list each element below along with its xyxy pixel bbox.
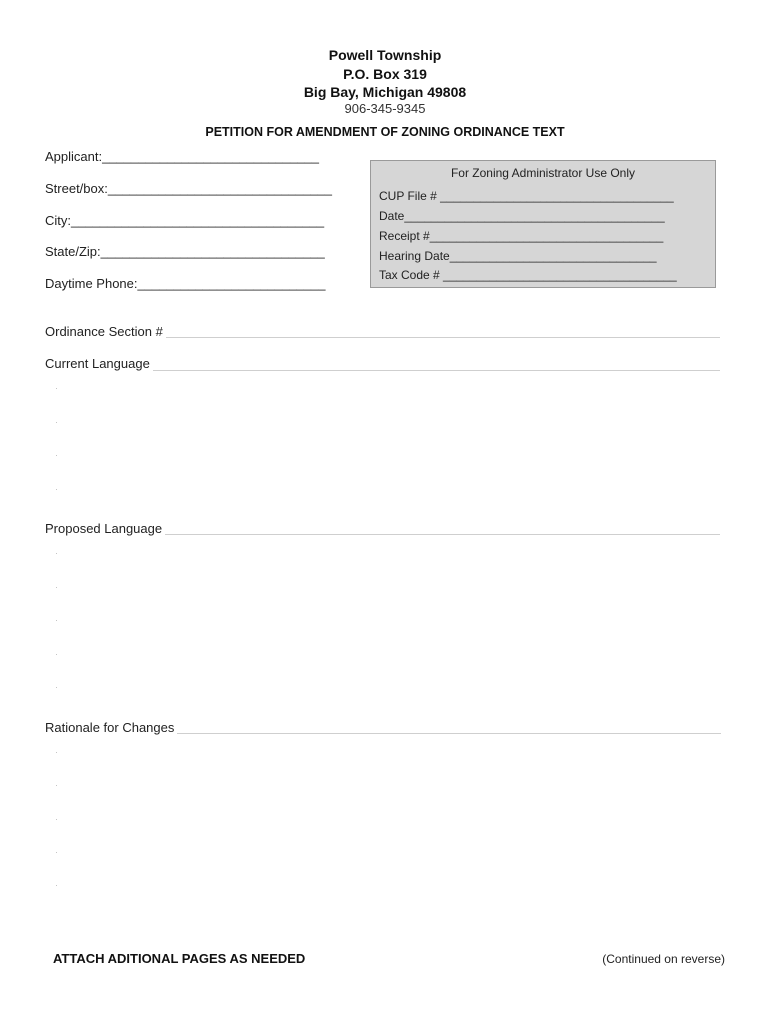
writing-line-marker: · bbox=[55, 484, 58, 494]
writing-line-marker: · bbox=[55, 649, 58, 659]
writing-line-marker: · bbox=[55, 747, 58, 757]
current-language-label: Current Language bbox=[45, 356, 153, 371]
attach-pages-note: ATTACH ADITIONAL PAGES AS NEEDED bbox=[53, 951, 306, 966]
writing-line-marker: · bbox=[55, 847, 58, 857]
writing-line-marker: · bbox=[55, 548, 58, 558]
writing-line-marker: · bbox=[55, 615, 58, 625]
writing-line-marker: · bbox=[55, 814, 58, 824]
hearing-date-field[interactable]: Hearing Date_______________________________ bbox=[379, 249, 657, 263]
applicant-field[interactable]: Applicant:______________________________ bbox=[45, 149, 319, 164]
receipt-field[interactable]: Receipt #___________________________________ bbox=[379, 229, 664, 243]
writing-line-marker: · bbox=[55, 880, 58, 890]
po-box: P.O. Box 319 bbox=[343, 66, 427, 82]
continued-note: (Continued on reverse) bbox=[602, 952, 725, 966]
city-state: Big Bay, Michigan 49808 bbox=[303, 84, 467, 100]
form-title: PETITION FOR AMENDMENT OF ZONING ORDINANCE TEXT bbox=[205, 125, 565, 139]
writing-line-marker: · bbox=[55, 682, 58, 692]
admin-box-title: For Zoning Administrator Use Only bbox=[450, 166, 636, 180]
writing-line-marker: · bbox=[55, 417, 58, 427]
writing-line-marker: · bbox=[55, 383, 58, 393]
street-box-field[interactable]: Street/box:_______________________________ bbox=[45, 181, 332, 196]
ordinance-section-label: Ordinance Section # bbox=[45, 324, 166, 339]
city-field[interactable]: City:___________________________________ bbox=[45, 213, 325, 228]
date-field[interactable]: Date_______________________________________ bbox=[379, 209, 665, 223]
writing-line-marker: · bbox=[55, 450, 58, 460]
writing-line-marker: · bbox=[55, 582, 58, 592]
daytime-phone-field[interactable]: Daytime Phone:__________________________ bbox=[45, 276, 326, 291]
proposed-language-label: Proposed Language bbox=[45, 521, 165, 536]
admin-use-box bbox=[370, 160, 716, 288]
rationale-label: Rationale for Changes bbox=[45, 720, 177, 735]
tax-code-field[interactable]: Tax Code # ___________________________________ bbox=[379, 268, 677, 282]
writing-line-marker: · bbox=[55, 780, 58, 790]
state-zip-field[interactable]: State/Zip:_______________________________ bbox=[45, 244, 325, 259]
township-phone: 906-345-9345 bbox=[344, 101, 426, 116]
township-name: Powell Township bbox=[328, 47, 442, 63]
cup-file-field[interactable]: CUP File # ___________________________________ bbox=[379, 189, 674, 203]
